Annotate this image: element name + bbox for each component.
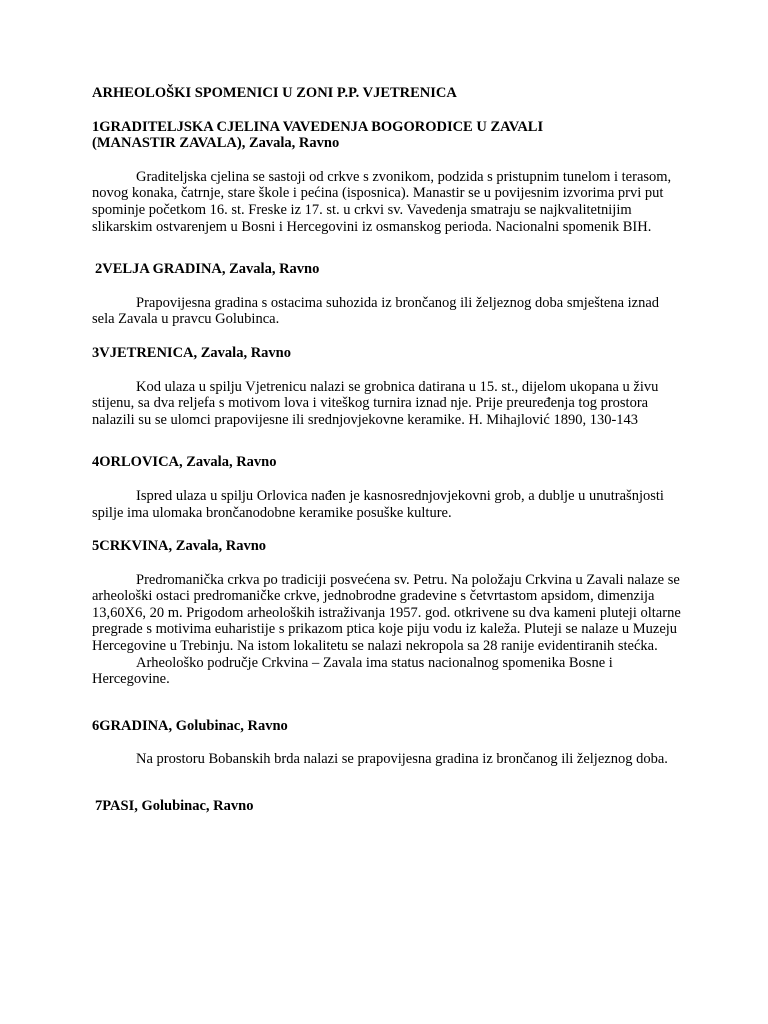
section-3-paragraph: Kod ulaza u spilju Vjetrenicu nalazi se grobnica datirana u 15. st., dijelom ukopana u živu stijenu, sa dva reljefa s motivom lova i viteškog turnira iznad nje. Prije preuređenja tog prostora nalazili su se ulomci prapovijesne ili srednjovjekovne keramike. H. Mihajlović 1890, 130-143 bbox=[92, 378, 659, 428]
section-6-paragraph: Na prostoru Bobanskih brda nalazi se prapovijesna gradina iz brončanog ili željeznog doba. bbox=[136, 751, 668, 768]
section-1-paragraph: Graditeljska cjelina se sastoji od crkve s zvonikom, podzida s pristupnim tunelom i terasom, novog konaka, čatrnje, stare škole i pećina (isposnica). Manastir se u povijesnim izvorima prvi put spominje početkom 16. st. Freske iz 17. st. u crkvi sv. Vavedenja smatraju se najkvalitetnijim slikarskim ostvarenjem u Bosni i Hercegovini iz osmanskog perioda. Nacionalni spomenik BIH. bbox=[92, 168, 672, 235]
section-heading-7: 7PASI, Golubinac, Ravno bbox=[95, 798, 254, 815]
document-title: ARHEOLOŠKI SPOMENICI U ZONI P.P. VJETRENICA bbox=[92, 85, 457, 101]
section-2-paragraph: Prapovijesna gradina s ostacima suhozida iz brončanog ili željeznog doba smještena iznad sela Zavala u pravcu Golubinca. bbox=[92, 294, 660, 328]
document-page bbox=[92, 85, 682, 815]
section-heading-3: 3VJETRENICA, Zavala, Ravno bbox=[92, 344, 291, 361]
section-heading-1-line1: 1GRADITELJSKA CJELINA VAVEDENJA BOGORODICE U ZAVALI bbox=[92, 118, 544, 135]
section-4-paragraph: Ispred ulaza u spilju Orlovica nađen je kasnosrednjovjekovni grob, a dublje u unutrašnjosti spilje ima ulomaka brončanodobne keramike posuške kulture. bbox=[92, 487, 664, 521]
section-heading-5: 5CRKVINA, Zavala, Ravno bbox=[92, 538, 267, 555]
section-heading-4: 4ORLOVICA, Zavala, Ravno bbox=[92, 454, 277, 471]
section-heading-2: 2VELJA GRADINA, Zavala, Ravno bbox=[95, 261, 320, 278]
section-heading-6: 6GRADINA, Golubinac, Ravno bbox=[92, 717, 288, 734]
section-5-paragraph-1: Predromanička crkva po tradiciji posvećena sv. Petru. Na položaju Crkvina u Zavali nalaze se arheološki ostaci predromaničke crkve, jednobrodne gradevine s četvrtastom apsidom, dimenzija 13,60X6, 20 m. Prigodom arheoloških istraživanja 1957. god. otkrivene su dva kameni pluteji oltarne pregrade s motivima euharistije s prikazom ptica koje piju vodu iz kaleža. Pluteji se nalaze u Muzeju Hercegovine u Trebinju. Na istom lokalitetu se nalazi nekropola sa 28 ranije evidentiranih stećka. bbox=[92, 571, 681, 655]
section-5-paragraph-2: Arheološko područje Crkvina – Zavala ima status nacionalnog spomenika Bosne i Hercegovine. bbox=[92, 654, 613, 688]
section-heading-1-line2: (MANASTIR ZAVALA), Zavala, Ravno bbox=[92, 135, 340, 152]
